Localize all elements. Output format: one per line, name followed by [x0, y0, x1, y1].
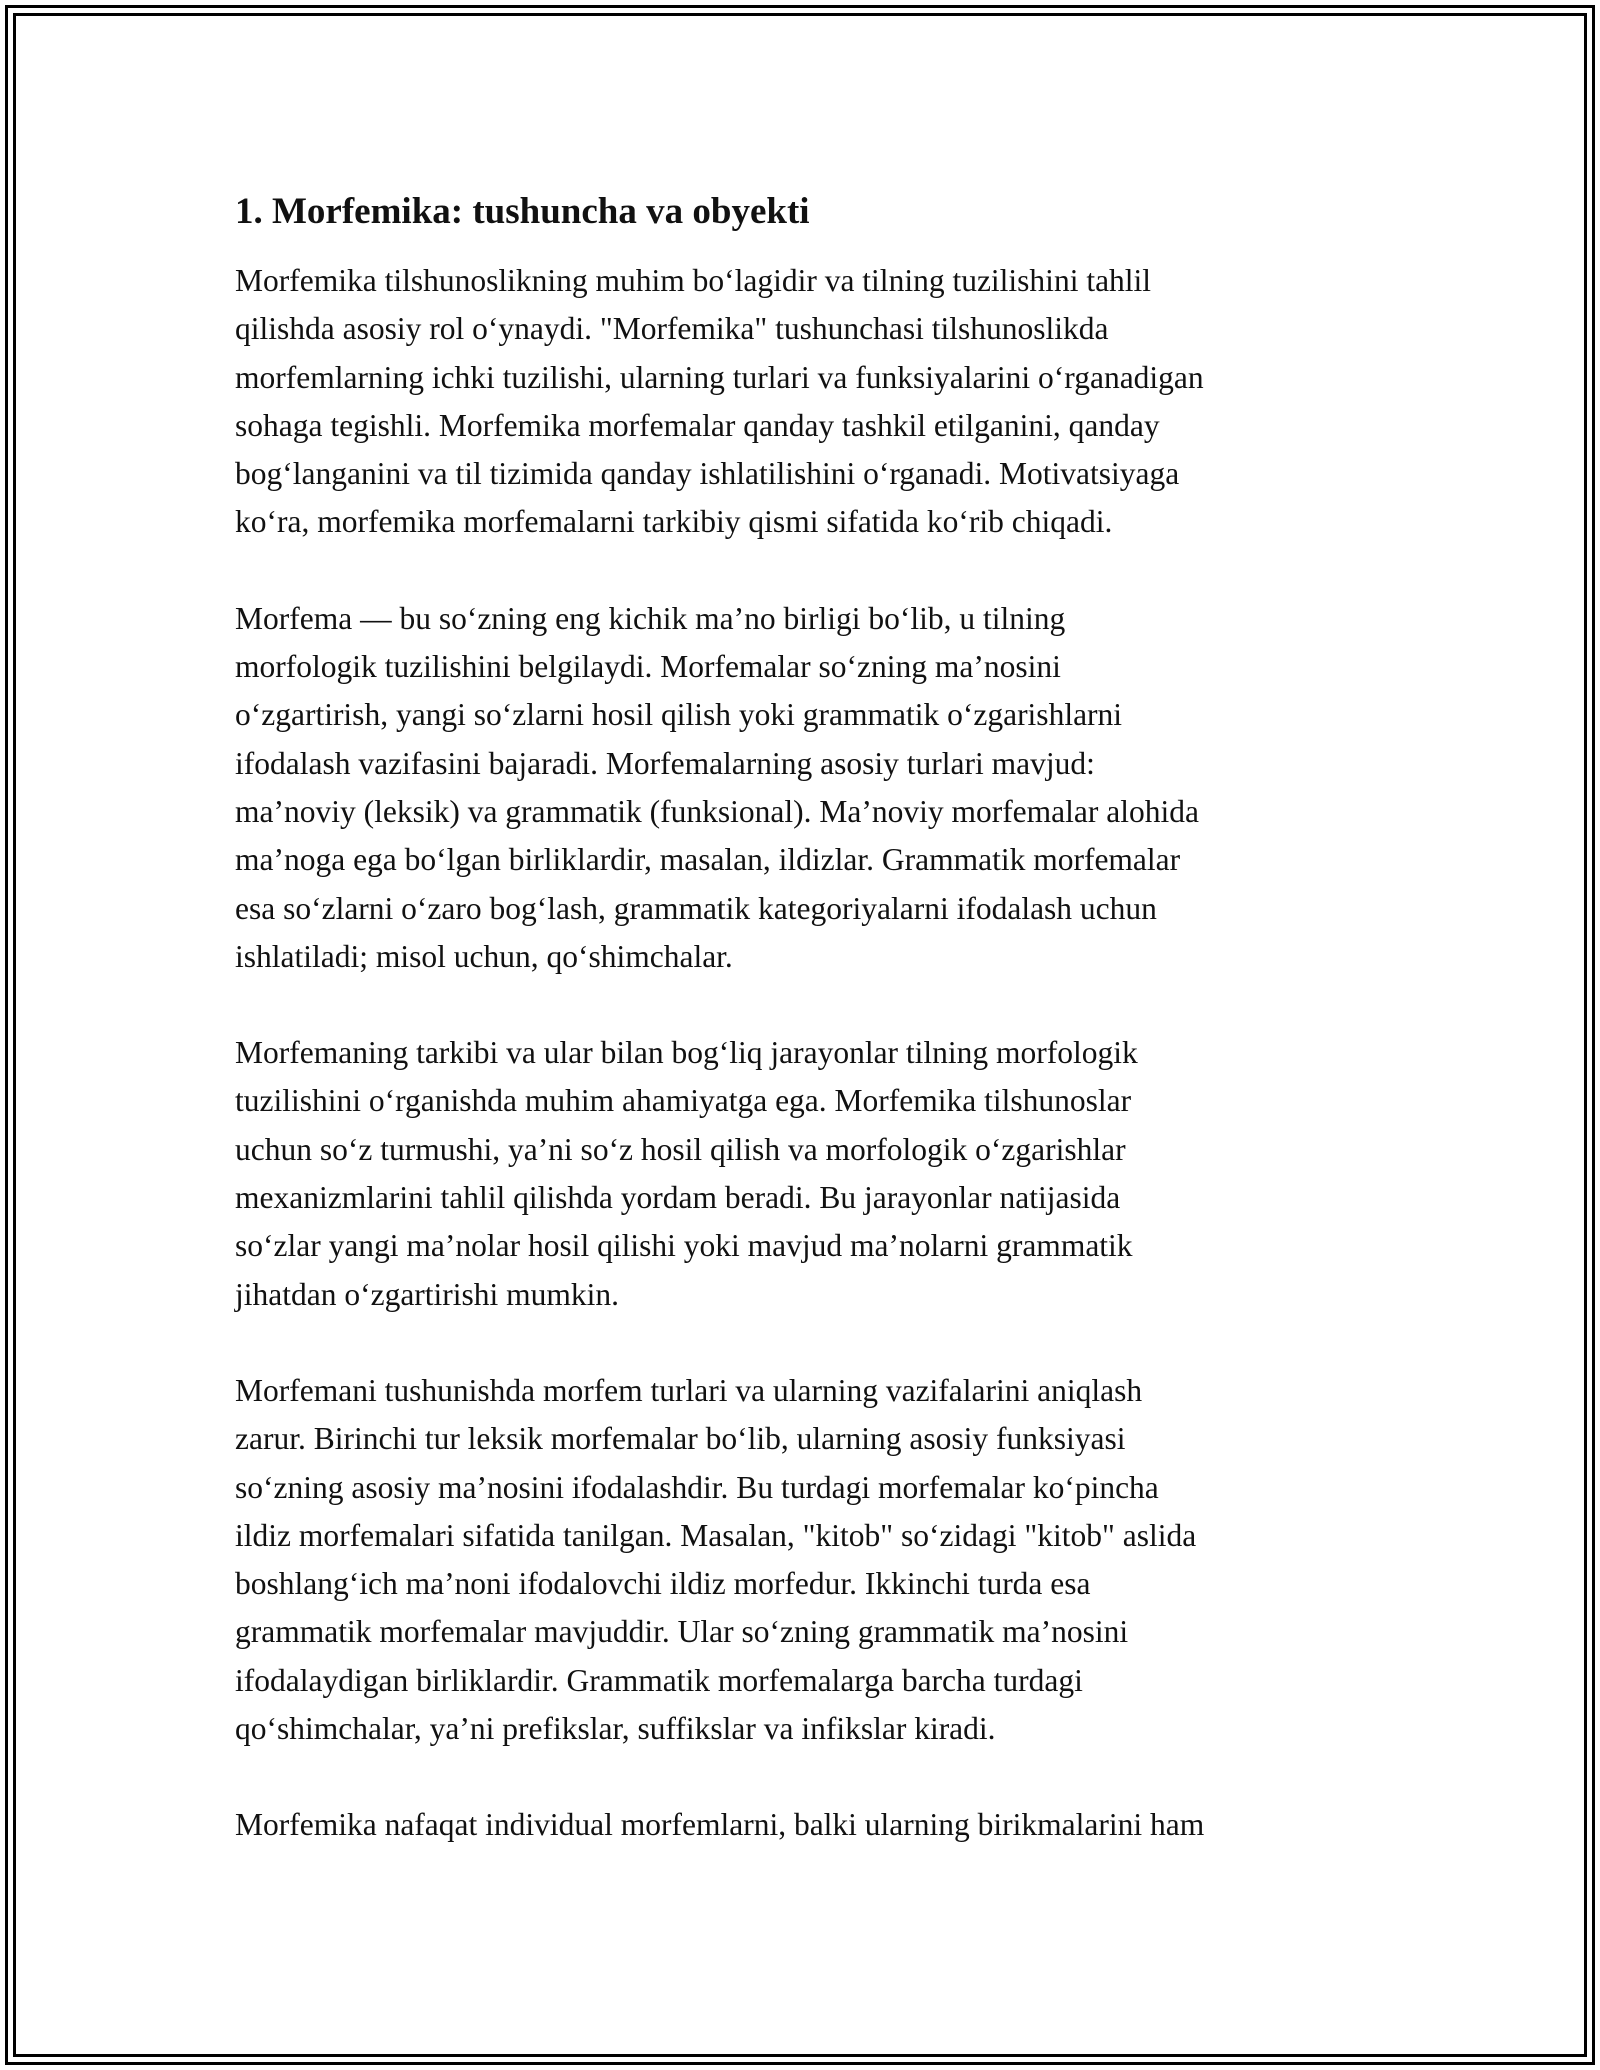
text-line: qilishda asosiy rol o‘ynaydi. "Morfemika" tushunchasi tilshunoslikda [235, 311, 1109, 347]
text-line: ishlatiladi; misol uchun, qo‘shimchalar. [235, 938, 733, 974]
text-line: ifodalaydigan birliklardir. Grammatik morfemalarga barcha turdagi [235, 1662, 1083, 1698]
section-heading: 1. Morfemika: tushuncha va obyekti [235, 191, 810, 232]
text-line: Morfemani tushunishda morfem turlari va ularning vazifalarini aniqlash [235, 1372, 1143, 1408]
text-line: morfologik tuzilishini belgilaydi. Morfemalar so‘zning ma’nosini [235, 649, 1061, 685]
paragraph-4 [235, 1367, 1375, 1753]
text-line: Morfemaning tarkibi va ular bilan bog‘liq jarayonlar tilning morfologik [235, 1035, 1138, 1071]
text-line: zarur. Birinchi tur leksik morfemalar bo‘lib, ularning asosiy funksiyasi [235, 1421, 1126, 1457]
text-line: tuzilishini o‘rganishda muhim ahamiyatga ega. Morfemika tilshunoslar [235, 1083, 1132, 1119]
text-line: Morfemika tilshunoslikning muhim bo‘lagidir va tilning tuzilishini tahlil [235, 263, 1152, 298]
text-line: ma’noviy (leksik) va grammatik (funksional). Ma’noviy morfemalar alohida [235, 793, 1199, 829]
text-line: so‘zning asosiy ma’nosini ifodalashdir. Bu turdagi morfemalar ko‘pincha [235, 1469, 1159, 1505]
paragraph-2 [235, 595, 1375, 981]
text-line: so‘zlar yangi ma’nolar hosil qilishi yoki mavjud ma’nolarni grammatik [235, 1228, 1133, 1264]
paragraph-1 [235, 257, 1375, 547]
text-line: esa so‘zlarni o‘zaro bog‘lash, grammatik kategoriyalarni ifodalash uchun [235, 890, 1157, 926]
paragraph-5 [235, 1801, 1375, 1849]
document-body [235, 187, 1375, 1898]
paragraph-3 [235, 1029, 1375, 1319]
text-line: boshlang‘ich ma’noni ifodalovchi ildiz morfedur. Ikkinchi turda esa [235, 1566, 1091, 1602]
text-line: sohaga tegishli. Morfemika morfemalar qanday tashkil etilganini, qanday [235, 407, 1160, 443]
text-line: Morfema — bu so‘zning eng kichik ma’no birligi bo‘lib, u tilning [235, 600, 1066, 636]
text-line: grammatik morfemalar mavjuddir. Ular so‘zning grammatik ma’nosini [235, 1614, 1129, 1650]
text-line: Morfemika nafaqat individual morfemlarni, balki ularning birikmalarini ham [235, 1807, 1205, 1843]
text-line: qo‘shimchalar, ya’ni prefikslar, suffikslar va infikslar kiradi. [235, 1711, 996, 1747]
text-line: ildiz morfemalari sifatida tanilgan. Masalan, "kitob" so‘zidagi "kitob" aslida [235, 1517, 1197, 1553]
text-line: ko‘ra, morfemika morfemalarni tarkibiy qismi sifatida ko‘rib chiqadi. [235, 504, 1113, 540]
text-line: morfemlarning ichki tuzilishi, ularning turlari va funksiyalarini o‘rganadigan [235, 359, 1204, 395]
text-line: mexanizmlarini tahlil qilishda yordam beradi. Bu jarayonlar natijasida [235, 1180, 1121, 1216]
text-line: bog‘langanini va til tizimida qanday ishlatilishini o‘rganadi. Motivatsiyaga [235, 456, 1180, 492]
text-line: ma’noga ega bo‘lgan birliklardir, masalan, ildizlar. Grammatik morfemalar [235, 842, 1181, 878]
text-line: ifodalash vazifasini bajaradi. Morfemalarning asosiy turlari mavjud: [235, 745, 1095, 781]
text-line: jihatdan o‘zgartirishi mumkin. [235, 1276, 620, 1312]
text-line: o‘zgartirish, yangi so‘zlarni hosil qilish yoki grammatik o‘zgarishlarni [235, 697, 1123, 733]
text-line: uchun so‘z turmushi, ya’ni so‘z hosil qilish va morfologik o‘zgarishlar [235, 1131, 1126, 1167]
